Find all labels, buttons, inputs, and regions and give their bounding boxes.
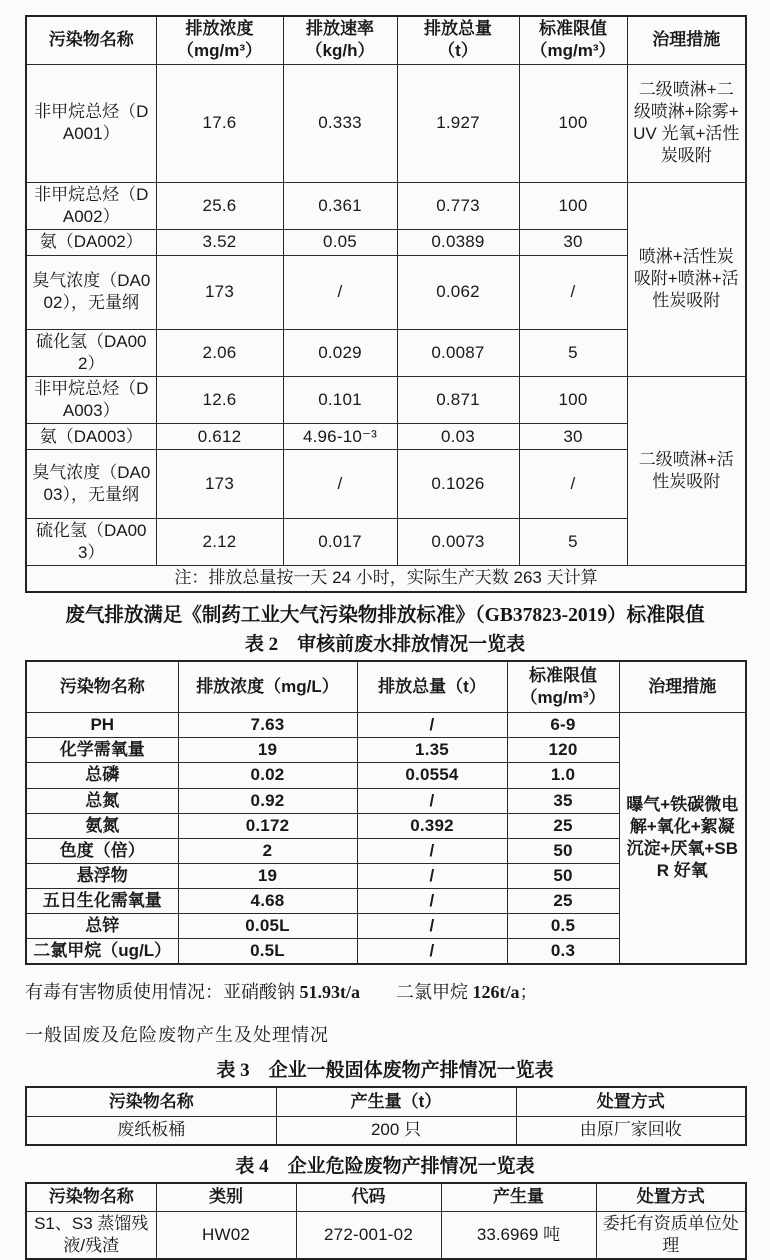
cell-limit: 50 xyxy=(507,863,619,888)
header-label: 排放浓度 xyxy=(185,19,254,39)
cell-limit: 6-9 xyxy=(507,713,619,738)
header-cell: 产生量 xyxy=(441,1183,596,1211)
cell-limit: / xyxy=(519,450,627,519)
cell-concentration: 7.63 xyxy=(178,713,357,738)
cell-total: / xyxy=(357,888,507,913)
note-row xyxy=(26,566,746,592)
table-row xyxy=(26,376,746,423)
header-unit: （mg/m³） xyxy=(520,688,606,707)
header-label: 污染物名称 xyxy=(48,30,134,50)
cell-concentration: 0.02 xyxy=(178,763,357,788)
cell-rate: 0.017 xyxy=(283,519,397,566)
header-cell: 污染物名称 xyxy=(26,1087,276,1116)
cell-code: 272-001-02 xyxy=(296,1211,441,1259)
cell-concentration: 4.68 xyxy=(178,888,357,913)
cell-treatment: 二级喷淋+活性炭吸附 xyxy=(627,376,746,565)
table-row xyxy=(26,1211,746,1259)
cell-category: HW02 xyxy=(156,1211,296,1259)
header-cell xyxy=(26,661,178,713)
cell-total: / xyxy=(357,713,507,738)
table-note: 注：排放总量按一天 24 小时，实际生产天数 263 天计算 xyxy=(26,566,746,592)
cell-total: / xyxy=(357,788,507,813)
cell-pollutant-name: 硫化氢（DA002） xyxy=(26,329,156,376)
table-header-row xyxy=(26,661,746,713)
cell-pollutant-name: 非甲烷总烃（DA002） xyxy=(26,182,156,229)
cell-limit: 100 xyxy=(519,376,627,423)
toxic-value-dichloromethane: 126t/a xyxy=(472,982,520,1003)
cell-total: / xyxy=(357,939,507,965)
cell-concentration: 0.5L xyxy=(178,939,357,965)
cell-concentration: 0.612 xyxy=(156,424,283,450)
header-cell: 处置方式 xyxy=(596,1183,746,1211)
cell-amount: 200 只 xyxy=(276,1116,516,1145)
cell-amount: 33.6969 吨 xyxy=(441,1211,596,1259)
cell-pollutant-name: 硫化氢（DA003） xyxy=(26,519,156,566)
cell-rate: / xyxy=(283,450,397,519)
cell-pollutant-name: 五日生化需氧量 xyxy=(26,888,178,913)
cell-limit: 50 xyxy=(507,838,619,863)
header-cell xyxy=(357,661,507,713)
toxic-value-sodium-nitrite: 51.93t/a xyxy=(299,982,360,1003)
header-unit: （mg/m³） xyxy=(177,41,262,61)
cell-pollutant-name: PH xyxy=(26,713,178,738)
cell-concentration: 19 xyxy=(178,738,357,763)
cell-pollutant-name: 悬浮物 xyxy=(26,863,178,888)
header-cell xyxy=(397,16,519,64)
general-solid-waste-table xyxy=(25,1086,747,1146)
cell-concentration: 2 xyxy=(178,838,357,863)
header-cell xyxy=(519,16,627,64)
cell-treatment: 喷淋+活性炭吸附+喷淋+活性炭吸附 xyxy=(627,182,746,376)
table-header-row xyxy=(26,1087,746,1116)
header-cell: 代码 xyxy=(296,1183,441,1211)
cell-pollutant-name: 总锌 xyxy=(26,914,178,939)
header-label: 治理措施 xyxy=(648,676,717,696)
header-cell: 类别 xyxy=(156,1183,296,1211)
cell-rate: 0.101 xyxy=(283,376,397,423)
cell-total: 0.871 xyxy=(397,376,519,423)
solid-waste-heading: 一般固废及危险废物产生及处理情况 xyxy=(25,1025,329,1046)
cell-total: 1.35 xyxy=(357,738,507,763)
cell-concentration: 173 xyxy=(156,255,283,329)
header-unit: （t） xyxy=(438,41,478,61)
cell-limit: 25 xyxy=(507,813,619,838)
cell-pollutant-name: S1、S3 蒸馏残液/残渣 xyxy=(26,1211,156,1259)
cell-limit: 0.5 xyxy=(507,914,619,939)
cell-pollutant-name: 化学需氧量 xyxy=(26,738,178,763)
cell-limit: 120 xyxy=(507,738,619,763)
table2-title: 表 2 审核前废水排放情况一览表 xyxy=(244,633,526,655)
cell-treatment: 二级喷淋+二级喷淋+除雾+UV 光氧+活性炭吸附 xyxy=(627,64,746,182)
exhaust-emissions-table xyxy=(25,15,747,593)
cell-total: 0.392 xyxy=(357,813,507,838)
header-label: 治理措施 xyxy=(652,30,721,50)
header-cell: 处置方式 xyxy=(516,1087,746,1116)
table-row xyxy=(26,64,746,182)
header-label: 排放浓度（mg/L） xyxy=(196,676,339,696)
cell-rate: 0.361 xyxy=(283,182,397,229)
header-label: 排放总量（t） xyxy=(378,676,486,696)
table-header-row xyxy=(26,16,746,64)
cell-concentration: 2.12 xyxy=(156,519,283,566)
toxic-usage-text: 二氯甲烷 xyxy=(360,982,473,1003)
cell-pollutant-name: 氨（DA002） xyxy=(26,229,156,255)
cell-rate: 4.96-10⁻³ xyxy=(283,424,397,450)
hazardous-waste-table xyxy=(25,1182,747,1260)
cell-pollutant-name: 总氮 xyxy=(26,788,178,813)
header-unit: （mg/m³） xyxy=(530,41,616,61)
cell-total: 0.03 xyxy=(397,424,519,450)
header-cell xyxy=(627,16,746,64)
header-cell xyxy=(283,16,397,64)
cell-total: 0.773 xyxy=(397,182,519,229)
cell-concentration: 19 xyxy=(178,863,357,888)
cell-concentration: 25.6 xyxy=(156,182,283,229)
cell-rate: 0.333 xyxy=(283,64,397,182)
header-cell xyxy=(26,16,156,64)
cell-limit: 35 xyxy=(507,788,619,813)
cell-treatment: 曝气+铁碳微电解+氧化+絮凝沉淀+厌氧+SBR 好氧 xyxy=(619,713,746,964)
cell-total: / xyxy=(357,914,507,939)
toxic-usage-line xyxy=(25,978,745,1004)
cell-concentration: 2.06 xyxy=(156,329,283,376)
header-label: 污染物名称 xyxy=(59,676,145,696)
cell-total: 0.1026 xyxy=(397,450,519,519)
cell-limit: 1.0 xyxy=(507,763,619,788)
table-row xyxy=(26,182,746,229)
header-label: 标准限值 xyxy=(539,19,607,39)
header-cell: 产生量（t） xyxy=(276,1087,516,1116)
cell-rate: 0.029 xyxy=(283,329,397,376)
cell-rate: 0.05 xyxy=(283,229,397,255)
cell-limit: 25 xyxy=(507,888,619,913)
header-label: 标准限值 xyxy=(529,665,597,685)
table3-title: 表 3 企业一般固体废物产排情况一览表 xyxy=(216,1060,554,1082)
cell-disposal: 由原厂家回收 xyxy=(516,1116,746,1145)
cell-pollutant-name: 非甲烷总烃（DA003） xyxy=(26,376,156,423)
cell-pollutant-name: 臭气浓度（DA002），无量纲 xyxy=(26,255,156,329)
cell-total: 0.0087 xyxy=(397,329,519,376)
cell-limit: 30 xyxy=(519,229,627,255)
cell-concentration: 0.05L xyxy=(178,914,357,939)
cell-total: 0.0389 xyxy=(397,229,519,255)
cell-concentration: 0.172 xyxy=(178,813,357,838)
cell-pollutant-name: 氨氮 xyxy=(26,813,178,838)
cell-limit: 30 xyxy=(519,424,627,450)
cell-pollutant-name: 总磷 xyxy=(26,763,178,788)
header-cell xyxy=(507,661,619,713)
cell-limit: 5 xyxy=(519,329,627,376)
toxic-usage-text: ； xyxy=(519,982,538,1003)
cell-pollutant-name: 氨（DA003） xyxy=(26,424,156,450)
header-label: 排放总量 xyxy=(424,19,492,39)
table-row xyxy=(26,713,746,738)
cell-disposal: 委托有资质单位处理 xyxy=(596,1211,746,1259)
wastewater-table xyxy=(25,660,747,965)
cell-pollutant-name: 非甲烷总烃（DA001） xyxy=(26,64,156,182)
cell-total: / xyxy=(357,838,507,863)
cell-pollutant-name: 臭气浓度（DA003），无量纲 xyxy=(26,450,156,519)
cell-pollutant-name: 二氯甲烷（ug/L） xyxy=(26,939,178,965)
cell-total: / xyxy=(357,863,507,888)
cell-rate: / xyxy=(283,255,397,329)
cell-concentration: 12.6 xyxy=(156,376,283,423)
table4-title: 表 4 企业危险废物产排情况一览表 xyxy=(235,1156,535,1178)
toxic-usage-text: 有毒有害物质使用情况：亚硝酸钠 xyxy=(25,982,300,1003)
header-cell xyxy=(178,661,357,713)
header-cell xyxy=(156,16,283,64)
cell-limit: 5 xyxy=(519,519,627,566)
cell-limit: 100 xyxy=(519,64,627,182)
cell-limit: 100 xyxy=(519,182,627,229)
table-header-row xyxy=(26,1183,746,1211)
header-cell xyxy=(619,661,746,713)
cell-limit: / xyxy=(519,255,627,329)
header-cell: 污染物名称 xyxy=(26,1183,156,1211)
cell-concentration: 3.52 xyxy=(156,229,283,255)
cell-total: 1.927 xyxy=(397,64,519,182)
cell-concentration: 17.6 xyxy=(156,64,283,182)
header-unit: （kg/h） xyxy=(305,41,375,61)
cell-total: 0.0554 xyxy=(357,763,507,788)
cell-pollutant-name: 废纸板桶 xyxy=(26,1116,276,1145)
cell-total: 0.062 xyxy=(397,255,519,329)
cell-concentration: 173 xyxy=(156,450,283,519)
gas-standard-line: 废气排放满足《制药工业大气污染物排放标准》（GB37823-2019）标准限值 xyxy=(65,604,705,626)
header-label: 排放速率 xyxy=(306,19,374,39)
table-row xyxy=(26,1116,746,1145)
cell-pollutant-name: 色度（倍） xyxy=(26,838,178,863)
cell-limit: 0.3 xyxy=(507,939,619,965)
cell-concentration: 0.92 xyxy=(178,788,357,813)
cell-total: 0.0073 xyxy=(397,519,519,566)
